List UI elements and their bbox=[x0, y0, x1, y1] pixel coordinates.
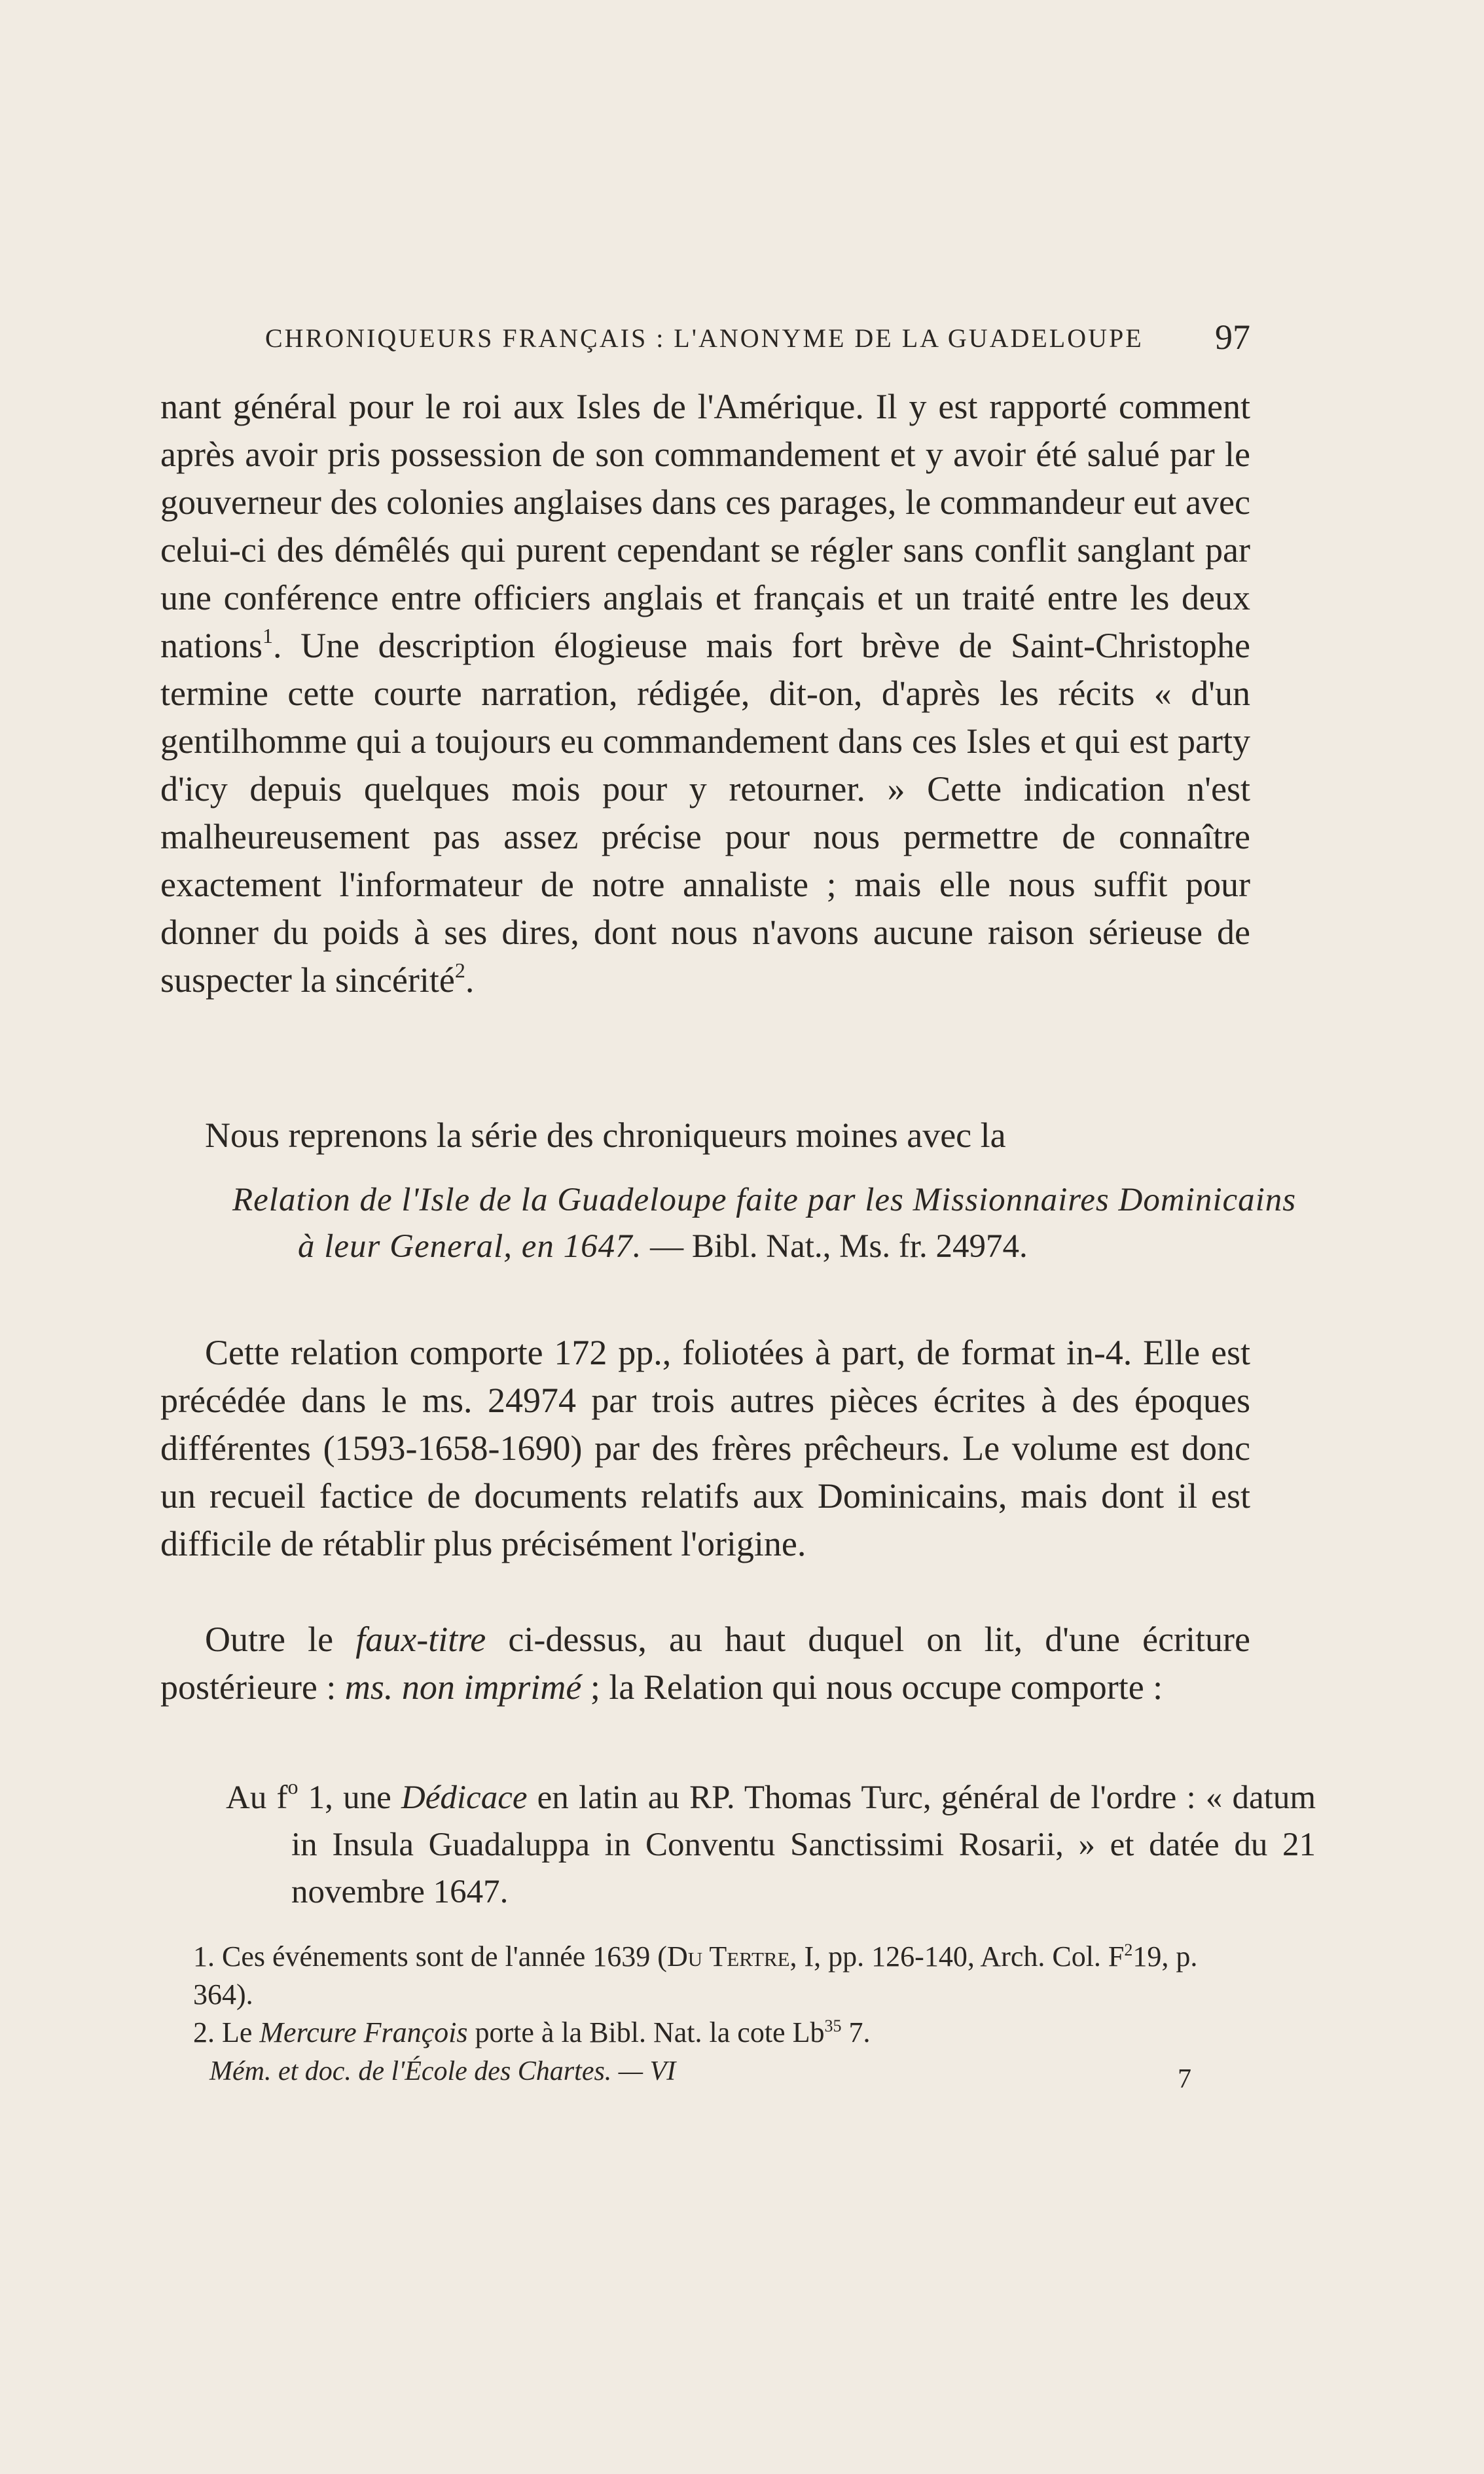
paragraph-text: . bbox=[465, 960, 475, 1000]
paragraph-text: ci-dessus, au haut duquel on lit, d'une écriture postérieure : bbox=[160, 1620, 1250, 1707]
ms-note: ms. non imprimé bbox=[344, 1667, 582, 1707]
dedicace-term: Dédicace bbox=[401, 1779, 528, 1816]
footnote-1 bbox=[160, 1938, 1250, 2014]
footnote-2 bbox=[160, 2014, 1250, 2052]
footnote-superscript: 35 bbox=[824, 2016, 842, 2035]
footnote-ref-2[interactable]: 2 bbox=[454, 958, 465, 982]
signature-mark: 7 bbox=[1178, 2064, 1191, 2094]
footnote-text: Le bbox=[222, 2016, 260, 2048]
footnote-text: 19, p. 364). bbox=[193, 1940, 1198, 2010]
paragraph-text: . Une description élogieuse mais fort brève de Saint-Christophe termine cette courte narration, rédigée, dit-on, d'après les récits « d'un gentilhomme qui a toujours eu commandement dans ces Isles et qui est party d'icy depuis quelques mois pour y retourner. » Cette indication n'est malheureusement pas assez précise pour nous permettre de connaître exactement l'informateur de notre annaliste ; mais elle nous suffit pour donner du poids à ses dires, dont nous n'avons aucune raison sérieuse de suspecter la sincérité bbox=[160, 626, 1250, 1000]
running-header bbox=[265, 313, 1250, 359]
paragraph-text: nant général pour le roi aux Isles de l'Amérique. Il y est rapporté comment après avoir pris possession de son commandement et y avoir été salué par le gouverneur des colonies anglaises dans ces parages, le commandeur eut avec celui-ci des démêlés qui purent cependant se régler sans conflit sanglant par une conférence entre officiers anglais et français et un traité entre les deux nations bbox=[160, 387, 1250, 665]
folio-superscript: o bbox=[287, 1775, 299, 1798]
footnote-text: porte à la Bibl. Nat. la cote Lb bbox=[467, 2016, 825, 2048]
citation-block bbox=[232, 1177, 1316, 1270]
citation-title: Relation de l'Isle de la Guadeloupe faite par les Missionnaires Dominicains à leur General, en 1647. bbox=[232, 1182, 1297, 1265]
faux-titre-term: faux-titre bbox=[355, 1620, 486, 1659]
paragraph-text: Cette relation comporte 172 pp., foliotées à part, de format in-4. Elle est précédée dans le ms. 24974 par trois autres pièces écrites à des époques différentes (1593-1658-1690) par des frères prêcheurs. Le volume est donc un recueil factice de documents relatifs aux Dominicains, mais dont il est difficile de rétablir plus précisément l'origine. bbox=[160, 1333, 1250, 1563]
footnote-text: 7. bbox=[841, 2016, 871, 2048]
citation-source: — Bibl. Nat., Ms. fr. 24974. bbox=[650, 1228, 1028, 1265]
paragraph-text: Outre le bbox=[205, 1620, 356, 1659]
footnotes bbox=[160, 1938, 1250, 2052]
footnote-number: 1. bbox=[193, 1940, 215, 1973]
footnote-text: , I, pp. 126-140, Arch. Col. F bbox=[789, 1940, 1125, 1973]
paragraph-2 bbox=[160, 1112, 1250, 1159]
folio-text: Au f bbox=[226, 1779, 288, 1816]
paragraph-text: Nous reprenons la série des chroniqueurs moines avec la bbox=[205, 1116, 1006, 1155]
folio-text: 1, une bbox=[298, 1779, 401, 1816]
footnote-superscript: 2 bbox=[1124, 1940, 1133, 1959]
series-title: Mém. et doc. de l'École des Chartes. — VI bbox=[209, 2056, 676, 2086]
paragraph-text: ; la Relation qui nous occupe comporte : bbox=[581, 1667, 1163, 1707]
footnote-ref-1[interactable]: 1 bbox=[262, 624, 273, 647]
paragraph-3 bbox=[160, 1329, 1250, 1568]
folio-text: en latin au RP. Thomas Turc, général de l'ordre : « datum in Insula Guadaluppa in Conventu Sanctissimi Rosarii, » et datée du 21 novembre 1647. bbox=[291, 1779, 1316, 1910]
folio-entry bbox=[226, 1774, 1316, 1916]
footnote-author: Du Tertre bbox=[666, 1940, 790, 1973]
footnote-title: Mercure François bbox=[259, 2016, 468, 2048]
paragraph-1 bbox=[160, 383, 1250, 1004]
page-footer bbox=[209, 2056, 1191, 2101]
running-title: CHRONIQUEURS FRANÇAIS : L'ANONYME DE LA GUADELOUPE bbox=[265, 323, 1144, 353]
footnote-number: 2. bbox=[193, 2016, 215, 2048]
paragraph-4 bbox=[160, 1616, 1250, 1711]
page-number: 97 bbox=[1215, 318, 1250, 357]
footnote-text: Ces événements sont de l'année 1639 ( bbox=[222, 1940, 667, 1973]
